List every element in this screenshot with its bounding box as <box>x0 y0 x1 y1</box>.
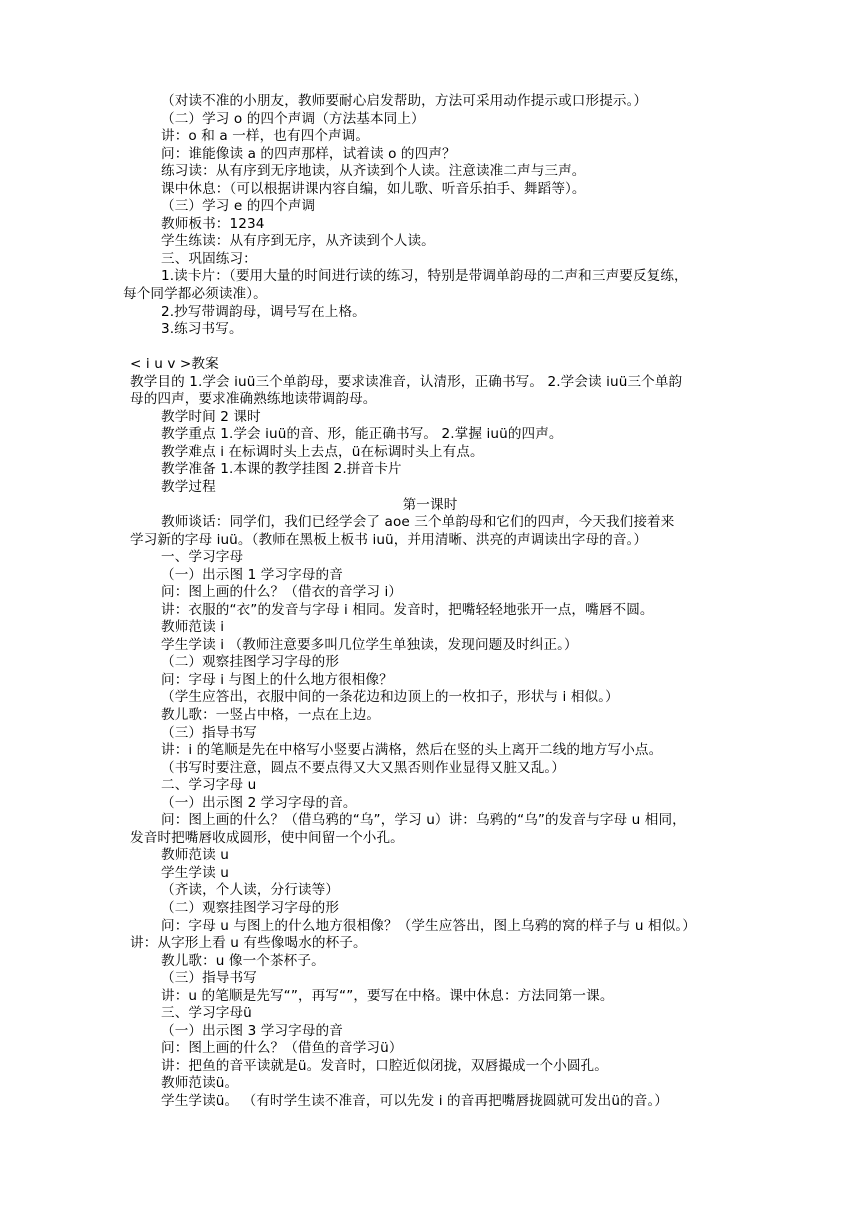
text-line: 2.抄写带调韵母，调号写在上格。 <box>161 304 366 320</box>
text-line: （二）观察挂图学习字母的形 <box>161 654 340 670</box>
text-line: 讲：u 的笔顺是先写“”，再写“”，要写在中格。课中休息：方法同第一课。 <box>161 988 614 1004</box>
text-line: （学生应答出，衣服中间的一条花边和边顶上的一枚扣子，形状与 i 相似。） <box>161 689 619 705</box>
text-line: 问：字母 u 与图上的什么地方很相像？（学生应答出，图上乌鸦的窝的样子与 u 相似。） <box>161 918 696 934</box>
text-line: 教师范读 i <box>161 619 225 635</box>
text-line: 教学过程 <box>161 479 216 495</box>
text-line: （三）学习 e 的四个声调 <box>161 198 316 214</box>
text-line: 问：字母 i 与图上的什么地方很相像？ <box>161 672 393 688</box>
text-line: 学习新的字母 iuü。（教师在黑板上板书 iuü，并用清晰、洪亮的声调读出字母的音。） <box>130 532 648 548</box>
text-line: （三）指导书写 <box>161 970 257 986</box>
text-line: 发音时把嘴唇收成圆形，使中间留一个小孔。 <box>130 830 404 846</box>
text-line: 讲：从字形上看 u 有些像喝水的杯子。 <box>130 935 367 951</box>
text-line: （二）学习 o 的四个声调（方法基本同上） <box>161 111 425 127</box>
text-line: 问：图上画的什么？（借鱼的音学习ü） <box>161 1040 403 1056</box>
text-line: （一）出示图 3 学习字母的音 <box>161 1023 343 1039</box>
text-line: 三、巩固练习： <box>161 251 257 267</box>
text-line: （一）出示图 2 学习字母的音。 <box>161 795 357 811</box>
text-line: 二、学习字母 u <box>161 777 257 793</box>
text-line: 教师谈话：同学们，我们已经学会了 aoe 三个单韵母和它们的四声，今天我们接着来 <box>161 514 675 530</box>
text-line: 练习读：从有序到无序地读，从齐读到个人读。注意读准二声与三声。 <box>161 163 586 179</box>
text-line: 教学准备 1.本课的教学挂图 2.拼音卡片 <box>161 461 402 477</box>
text-line: 课中休息：（可以根据讲课内容自编，如儿歌、听音乐拍手、舞蹈等）。 <box>161 181 586 197</box>
text-line: （对读不准的小朋友，教师要耐心启发帮助，方法可采用动作提示或口形提示。） <box>161 93 648 109</box>
text-line: 教学时间 2 课时 <box>161 409 261 425</box>
text-line: 讲：衣服的“衣”的发音与字母 i 相同。发音时，把嘴轻轻地张开一点，嘴唇不圆。 <box>161 602 654 618</box>
text-line: 三、学习字母ü <box>161 1005 252 1021</box>
text-line: 问：图上画的什么？（借乌鸦的“乌”，学习 u）讲：乌鸦的“乌”的发音与字母 u 相同， <box>161 812 686 828</box>
text-line: 教师板书：1234 <box>161 216 265 232</box>
text-line: 教学目的 1.学会 iuü三个单韵母，要求读准音，认清形，正确书写。 2.学会读 iuü三个单韵 <box>130 374 683 390</box>
text-line: 教学难点 i 在标调时头上去点，ü在标调时头上有点。 <box>161 444 484 460</box>
text-line: 问：谁能像读 a 的四声那样，试着读 o 的四声？ <box>161 146 456 162</box>
text-line: 一、学习字母 <box>161 549 244 565</box>
text-line: 教师范读ü。 <box>161 1075 239 1091</box>
text-line: 学生学读 u <box>161 865 229 881</box>
text-line: 讲：i 的笔顺是先在中格写小竖要占满格，然后在竖的头上离开二线的地方写小点。 <box>161 742 663 758</box>
text-line: 学生练读：从有序到无序，从齐读到个人读。 <box>161 233 435 249</box>
text-line: 问：图上画的什么？（借衣的音学习 i） <box>161 584 403 600</box>
text-line: 每个同学都必须读准）。 <box>123 286 267 302</box>
text-line: 教儿歌：u 像一个茶杯子。 <box>161 953 325 969</box>
text-line: 1.读卡片：（要用大量的时间进行读的练习，特别是带调单韵母的二声和三声要反复练， <box>161 268 688 284</box>
text-line: （二）观察挂图学习字母的形 <box>161 900 340 916</box>
text-line: 教儿歌：一竖占中格，一点在上边。 <box>161 707 381 723</box>
text-line: 讲：把鱼的音平读就是ü。发音时，口腔近似闭拢，双唇撮成一个小圆孔。 <box>161 1058 608 1074</box>
text-line: （齐读，个人读，分行读等） <box>161 882 340 898</box>
text-line: 教学重点 1.学会 iuü的音、形，能正确书写。 2.掌握 iuü的四声。 <box>161 426 563 442</box>
text-line: 讲：o 和 a 一样，也有四个声调。 <box>161 128 370 144</box>
text-line: 学生学读 i （教师注意要多叫几位学生单独读，发现问题及时纠正。） <box>161 637 578 653</box>
text-line: 学生学读ü。 （有时学生读不准音，可以先发 i 的音再把嘴唇拢圆就可发出ü的音。） <box>161 1093 669 1109</box>
text-line: （书写时要注意，圆点不要点得又大又黑否则作业显得又脏又乱。） <box>161 760 566 776</box>
text-line: 教师范读 u <box>161 847 229 863</box>
text-line: （三）指导书写 <box>161 725 257 741</box>
text-line: < i u v >教案 <box>130 356 219 372</box>
text-line: 第一课时 <box>402 497 458 513</box>
text-line: （一）出示图 1 学习字母的音 <box>161 567 343 583</box>
text-line: 母的四声，要求准确熟练地读带调韵母。 <box>130 391 377 407</box>
text-line: 3.练习书写。 <box>161 321 243 337</box>
